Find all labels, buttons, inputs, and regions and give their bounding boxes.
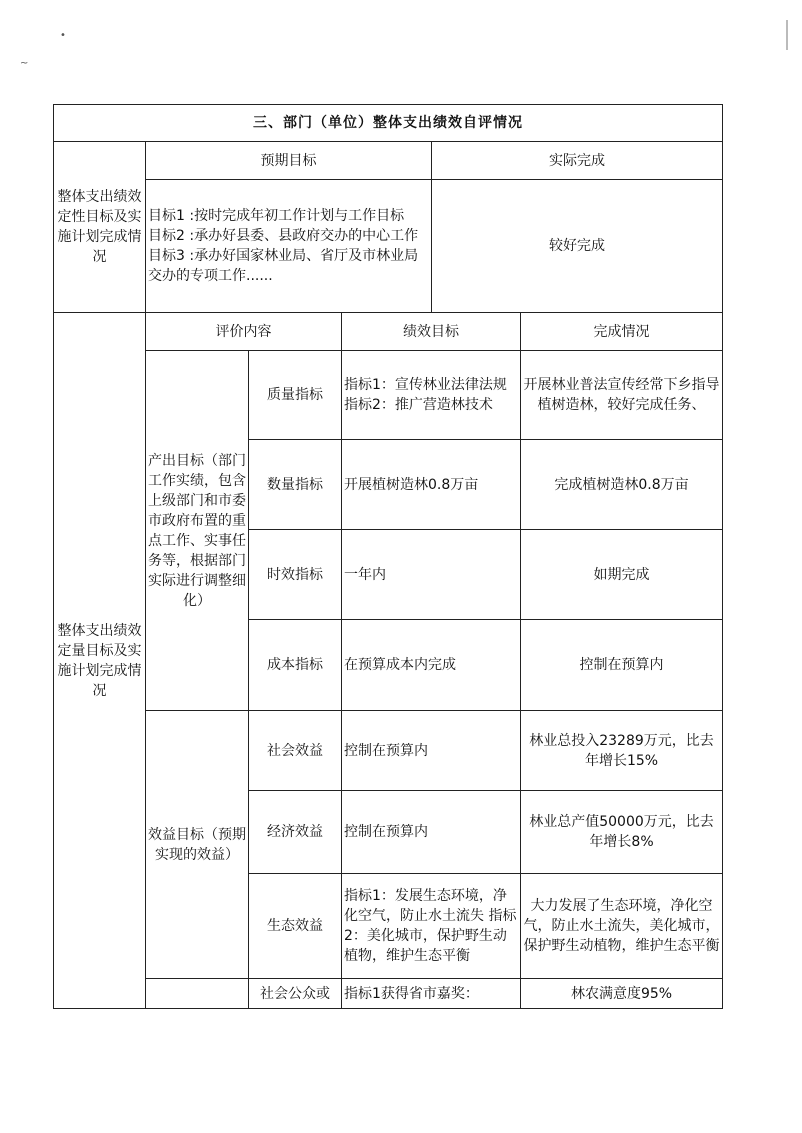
indicator-ecological: 生态效益 — [249, 874, 342, 979]
goal-social: 控制在预算内 — [342, 711, 521, 791]
indicator-quantity: 数量指标 — [249, 440, 342, 530]
evaluation-content-header: 评价内容 — [146, 313, 342, 351]
performance-goal-header: 绩效目标 — [342, 313, 521, 351]
result-quantity: 完成植树造林0.8万亩 — [521, 440, 723, 530]
qualitative-row-label: 整体支出绩效定性目标及实施计划完成情况 — [54, 142, 146, 313]
indicator-social: 社会效益 — [249, 711, 342, 791]
result-ecological: 大力发展了生态环境，净化空气，防止水土流失，美化城市，保护野生动植物，维护生态平衡 — [521, 874, 723, 979]
scan-speck: ~ — [20, 58, 29, 69]
result-timeliness: 如期完成 — [521, 530, 723, 620]
goal-quantity: 开展植树造林0.8万亩 — [342, 440, 521, 530]
target-3: 目标3 :承办好国家林业局、省厅及市林业局交办的专项工作...... — [148, 248, 419, 284]
actual-completion-cell: 较好完成 — [432, 180, 723, 313]
goal-economic: 控制在预算内 — [342, 791, 521, 874]
goal-timeliness: 一年内 — [342, 530, 521, 620]
performance-table — [53, 104, 723, 1009]
indicator-public: 社会公众或 — [249, 979, 342, 1009]
result-cost: 控制在预算内 — [521, 620, 723, 711]
scan-speck: • — [60, 30, 66, 41]
goal-ecological: 指标1：发展生态环境，净化空气，防止水土流失 指标2：美化城市，保护野生动植物，维护生态平衡 — [342, 874, 521, 979]
blank-cell — [146, 979, 249, 1009]
expected-target-header: 预期目标 — [146, 142, 432, 180]
indicator-timeliness: 时效指标 — [249, 530, 342, 620]
quantitative-row-label: 整体支出绩效定量目标及实施计划完成情况 — [54, 313, 146, 1009]
result-economic: 林业总产值50000万元，比去年增长8% — [521, 791, 723, 874]
indicator-quality: 质量指标 — [249, 351, 342, 440]
goal-cost: 在预算成本内完成 — [342, 620, 521, 711]
target-2: 目标2 :承办好县委、县政府交办的中心工作 — [148, 228, 419, 244]
result-public: 林农满意度95% — [521, 979, 723, 1009]
scan-edge-line — [786, 20, 788, 50]
indicator-economic: 经济效益 — [249, 791, 342, 874]
result-quality: 开展林业普法宣传经常下乡指导植树造林，较好完成任务、 — [521, 351, 723, 440]
actual-completion-header: 实际完成 — [432, 142, 723, 180]
section-title: 三、部门（单位）整体支出绩效自评情况 — [54, 105, 723, 142]
goal-public: 指标1获得省市嘉奖： — [342, 979, 521, 1009]
goal-quality: 指标1：宣传林业法律法规 指标2：推广营造林技术 — [342, 351, 521, 440]
expected-targets-cell — [146, 180, 432, 313]
target-1: 目标1 :按时完成年初工作计划与工作目标 — [148, 208, 405, 224]
completion-status-header: 完成情况 — [521, 313, 723, 351]
indicator-cost: 成本指标 — [249, 620, 342, 711]
result-social: 林业总投入23289万元，比去年增长15% — [521, 711, 723, 791]
output-target-label: 产出目标（部门工作实绩，包含上级部门和市委市政府布置的重点工作、实事任务等，根据部门实际进行调整细化） — [146, 351, 249, 711]
benefit-target-label: 效益目标（预期实现的效益） — [146, 711, 249, 979]
